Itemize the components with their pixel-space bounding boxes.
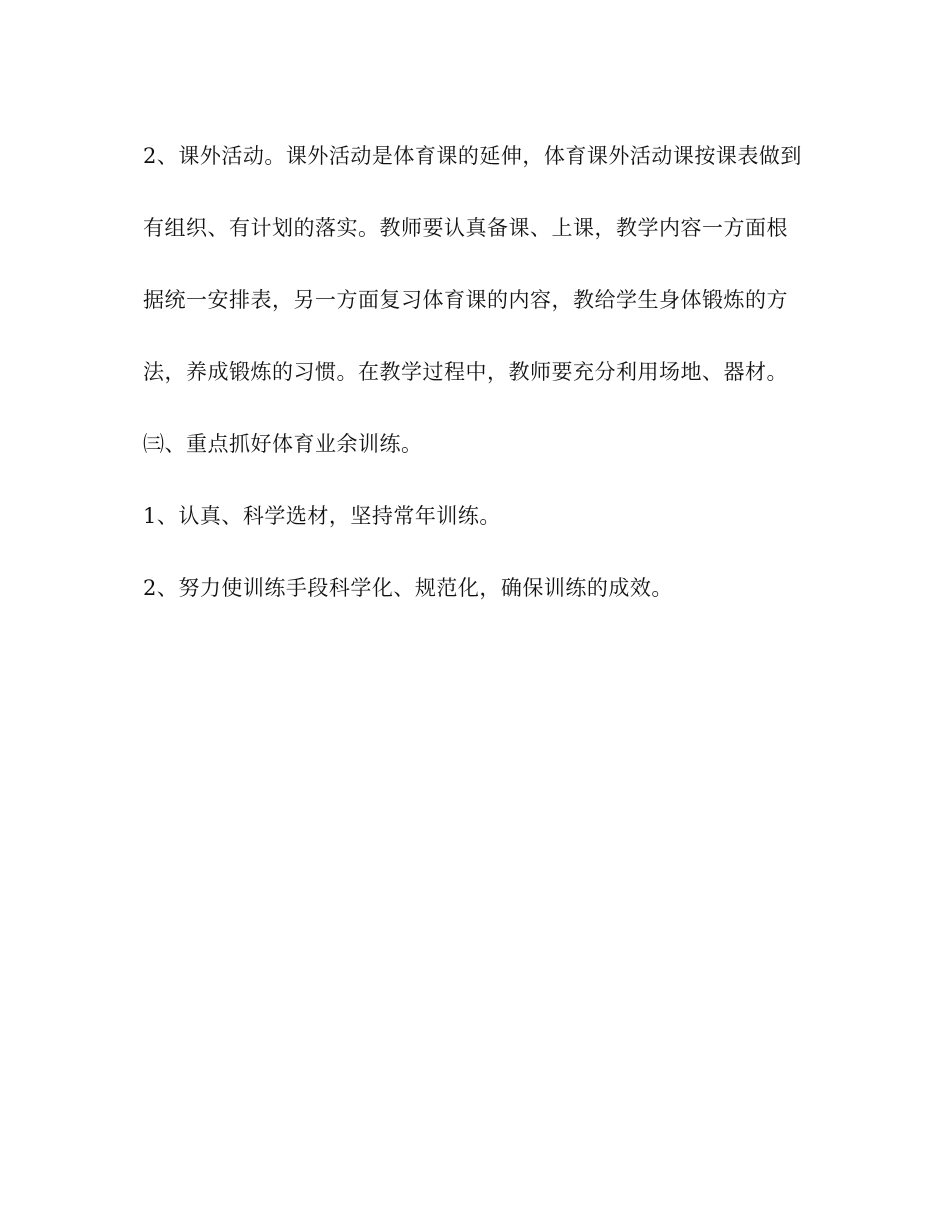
document-body [143, 138, 823, 606]
paragraph-line-2: 有组织、有计划的落实。教师要认真备课、上课，教学内容一方面根 [143, 216, 788, 240]
paragraph-line-4: 法，养成锻炼的习惯。在教学过程中，教师要充分利用场地、器材。 [143, 360, 788, 384]
section-heading: ㈢、重点抓好体育业余训练。 [143, 432, 423, 456]
list-item-2: 2、努力使训练手段科学化、规范化，确保训练的成效。 [143, 576, 673, 600]
paragraph-line-3: 据统一安排表，另一方面复习体育课的内容，教给学生身体锻炼的方 [143, 288, 788, 312]
list-item-1: 1、认真、科学选材，坚持常年训练。 [143, 504, 501, 528]
paragraph-line-1: 2、课外活动。课外活动是体育课的延伸，体育课外活动课按课表做到 [143, 144, 802, 168]
